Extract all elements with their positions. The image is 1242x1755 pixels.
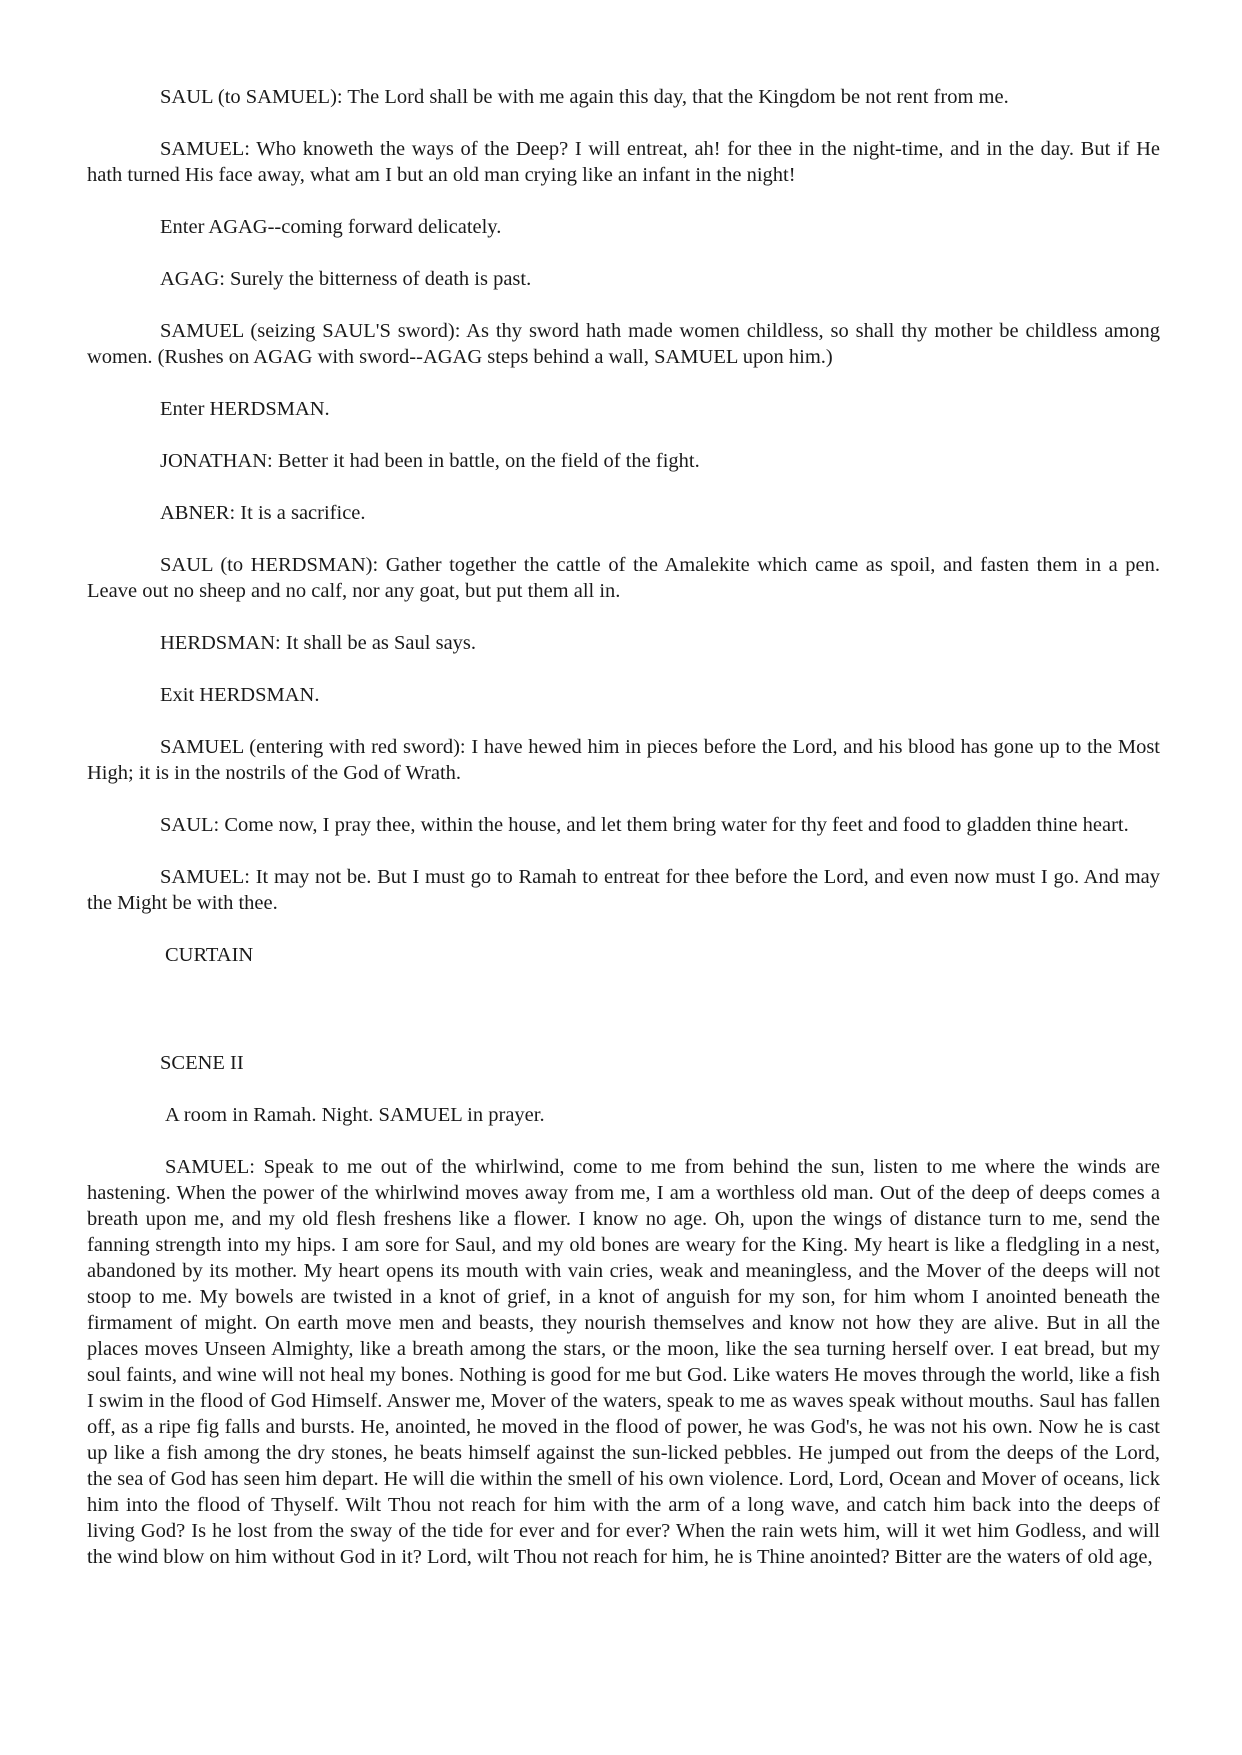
dialogue-saul-to-herdsman: SAUL (to HERDSMAN): Gather together the cattle of the Amalekite which came as spoil, and fasten them in a pen. Leave out no sheep and no calf, nor any goat, but put them all in. — [87, 554, 1160, 602]
dialogue-agag: AGAG: Surely the bitterness of death is past. — [160, 268, 532, 290]
samuel-prayer-speech: SAMUEL: Speak to me out of the whirlwind, come to me from behind the sun, listen to me where the winds are hastening. When the power of the whirlwind moves away from me, I am a worthless old man. Out of the deep of deeps comes a breath upon me, and my old flesh freshens like a flower. I know no age. Oh, upon the wings of distance turn to me, send the fanning strength into my hips. I am sore for Saul, and my old bones are weary for the King. My heart is like a fledgling in a nest, abandoned by its mother. My heart opens its mouth with vain cries, weak and meaningless, and the Mover of the deeps will not stoop to me. My bowels are twisted in a knot of grief, in a knot of anguish for my son, for him whom I anointed beneath the firmament of might. On earth move men and beasts, they nourish themselves and know not how they are alive. But in all the places moves Unseen Almighty, like a breath among the stars, or the moon, like the sea turning herself over. I eat bread, but my soul faints, and wine will not heal my bones. Nothing is good for me but God. Like waters He moves through the world, like a fish I swim in the flood of God Himself. Answer me, Mover of the waters, speak to me as waves speak without mouths. Saul has fallen off, as a ripe fig falls and bursts. He, anointed, he moved in the flood of power, he was God's, he was not his own. Now he is cast up like a fish among the dry stones, he beats himself against the sun-licked pebbles. He jumped out from the deeps of the Lord, the sea of God has seen him depart. He will die within the smell of his own violence. Lord, Lord, Ocean and Mover of oceans, lick him into the flood of Thyself. Wilt Thou not reach for him with the arm of a long wave, and catch him back into the deeps of living God? Is he lost from the sway of the tide for ever and for ever? When the rain wets him, will it wet him Godless, and will the wind blow on him without God in it? Lord, wilt Thou not reach for him, he is Thine anointed? Bitter are the waters of old age, — [87, 1156, 1160, 1568]
stage-direction-enter-agag: Enter AGAG--coming forward delicately. — [160, 216, 502, 238]
document-page — [87, 84, 1160, 1570]
dialogue-samuel-sword: SAMUEL (seizing SAUL'S sword): As thy sword hath made women childless, so shall thy mother be childless among women. (Rushes on AGAG with sword--AGAG steps behind a wall, SAMUEL upon him.) — [87, 320, 1160, 368]
dialogue-samuel-ramah: SAMUEL: It may not be. But I must go to Ramah to entreat for thee before the Lord, and even now must I go. And may the Might be with thee. — [87, 866, 1160, 914]
scene-gap — [87, 994, 1160, 1050]
dialogue-abner: ABNER: It is a sacrifice. — [160, 502, 366, 524]
dialogue-samuel-red-sword: SAMUEL (entering with red sword): I have hewed him in pieces before the Lord, and his blood has gone up to the Most High; it is in the nostrils of the God of Wrath. — [87, 736, 1160, 784]
dialogue-herdsman: HERDSMAN: It shall be as Saul says. — [160, 632, 477, 654]
stage-direction-exit-herdsman: Exit HERDSMAN. — [160, 684, 320, 706]
dialogue-saul-come-now: SAUL: Come now, I pray thee, within the house, and let them bring water for thy feet and food to gladden thine heart. — [160, 814, 1129, 836]
dialogue-jonathan: JONATHAN: Better it had been in battle, on the field of the fight. — [160, 450, 700, 472]
curtain: CURTAIN — [165, 944, 254, 966]
scene-heading: SCENE II — [160, 1052, 244, 1074]
stage-direction-enter-herdsman: Enter HERDSMAN. — [160, 398, 330, 420]
scene-direction: A room in Ramah. Night. SAMUEL in prayer. — [165, 1104, 545, 1126]
dialogue-samuel-deep: SAMUEL: Who knoweth the ways of the Deep? I will entreat, ah! for thee in the night-time, and in the day. But if He hath turned His face away, what am I but an old man crying like an infant in the night! — [87, 138, 1160, 186]
dialogue-saul-to-samuel: SAUL (to SAMUEL): The Lord shall be with me again this day, that the Kingdom be not rent from me. — [160, 86, 1009, 108]
